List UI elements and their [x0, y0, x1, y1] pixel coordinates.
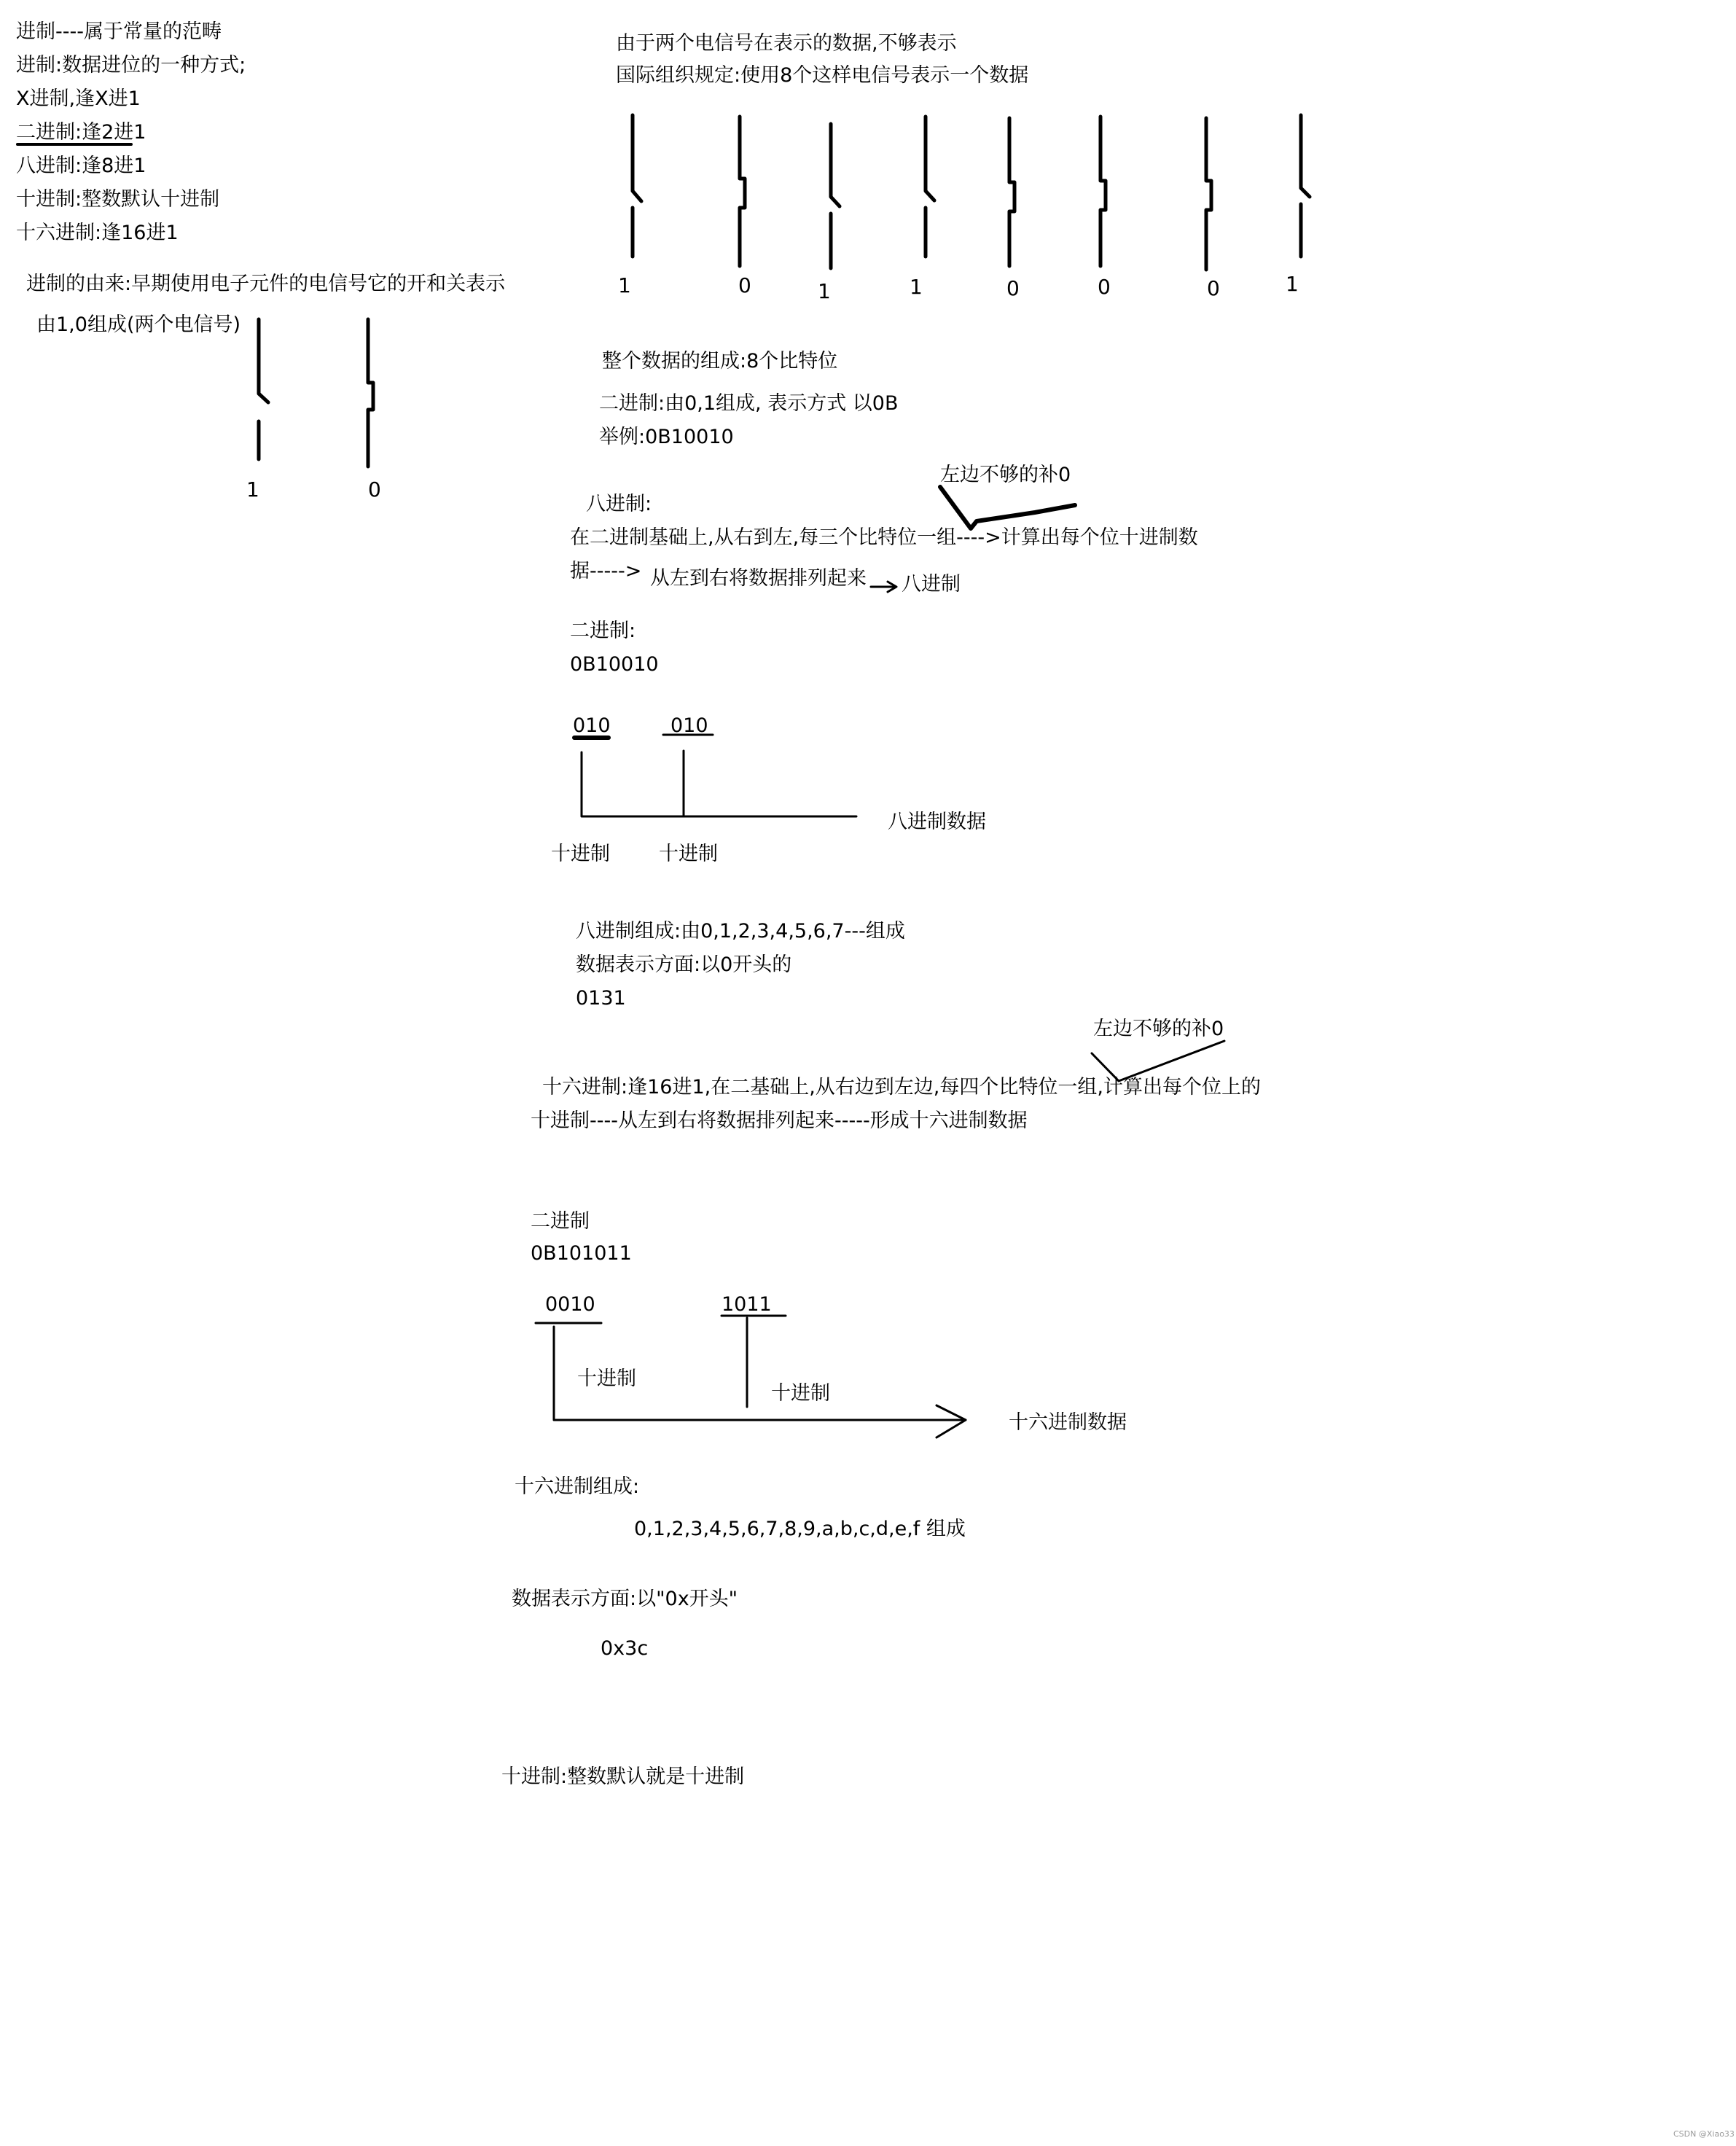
- bit-label: 1: [1286, 272, 1299, 296]
- octal-group-right: 010: [670, 714, 708, 737]
- watermark: CSDN @Xiao33: [1673, 2129, 1735, 2139]
- bytes-line-1: 整个数据的组成:8个比特位: [602, 350, 838, 372]
- bit-label: 0: [1006, 276, 1020, 300]
- origin-line-1: 进制的由来:早期使用电子元件的电信号它的开和关表示: [26, 273, 506, 295]
- hex-composition-label: 十六进制组成:: [515, 1475, 640, 1498]
- bytes-line-2: 二进制:由0,1组成, 表示方式 以0B: [599, 392, 899, 415]
- octal-representation: 数据表示方面:以0开头的: [576, 953, 792, 976]
- octal-heading: 八进制:: [586, 493, 652, 515]
- bit-label: 1: [618, 273, 631, 297]
- signals-line-2: 国际组织规定:使用8个这样电信号表示一个数据: [616, 64, 1029, 87]
- switch-label-1: 1: [246, 477, 259, 502]
- hex-arrow-head: [937, 1405, 966, 1437]
- note-constant-category: 进制----属于常量的范畴: [16, 20, 222, 43]
- octal-rule-line-2a: 据----->: [570, 560, 642, 582]
- octal-pad-note: 左边不够的补0: [940, 464, 1071, 486]
- hex-representation: 数据表示方面:以"0x开头": [512, 1588, 738, 1610]
- note-hex-rule: 十六进制:逢16进1: [16, 222, 179, 244]
- signals-line-1: 由于两个电信号在表示的数据,不够表示: [616, 32, 957, 55]
- octal-group-left: 010: [573, 714, 611, 737]
- hex-binary-value: 0B101011: [531, 1242, 632, 1265]
- octal-composition: 八进制组成:由0,1,2,3,4,5,6,7---组成: [576, 920, 905, 943]
- octal-pad-pointer: [940, 487, 1075, 528]
- octal-rule-line-1: 在二进制基础上,从右到左,每三个比特位一组---->计算出每个位十进制数: [570, 526, 1198, 549]
- hex-rule-line-1: 十六进制:逢16进1,在二基础上,从右边到左边,每四个比特位一组,计算出每个位上的: [542, 1076, 1261, 1099]
- hex-decimal-right: 十进制: [771, 1382, 830, 1405]
- octal-bracket: [582, 752, 856, 816]
- hex-binary-label: 二进制: [531, 1210, 590, 1233]
- octal-result-label: 八进制数据: [888, 811, 986, 833]
- decimal-note: 十进制:整数默认就是十进制: [501, 1765, 745, 1788]
- note-binary-rule: 二进制:逢2进1: [16, 121, 146, 144]
- bit-label: 0: [1098, 275, 1111, 299]
- origin-line-2: 由1,0组成(两个电信号): [36, 313, 241, 336]
- octal-binary-label: 二进制:: [570, 620, 636, 642]
- bit-label: 1: [818, 279, 831, 303]
- bit-label: 0: [738, 273, 751, 297]
- switch-label-0: 0: [368, 477, 381, 502]
- hex-result-label: 十六进制数据: [1009, 1411, 1127, 1434]
- signal-switches: [633, 115, 1310, 270]
- hex-group-left: 0010: [545, 1293, 595, 1316]
- hex-group-right: 1011: [722, 1293, 772, 1316]
- octal-rule-line-2b: 从左到右将数据排列起来: [650, 567, 867, 590]
- bytes-line-3: 举例:0B10010: [599, 426, 734, 448]
- hex-pad-pointer: [1092, 1041, 1224, 1081]
- octal-arrow: [871, 582, 896, 592]
- hex-example: 0x3c: [601, 1637, 649, 1660]
- hex-pad-note: 左边不够的补0: [1093, 1018, 1224, 1040]
- octal-decimal-left: 十进制: [551, 843, 610, 865]
- bit-label: 1: [910, 275, 923, 299]
- octal-decimal-right: 十进制: [659, 843, 718, 865]
- octal-rule-line-2c: 八进制: [902, 573, 961, 596]
- note-definition: 进制:数据进位的一种方式;: [16, 54, 246, 77]
- note-decimal-rule: 十进制:整数默认十进制: [16, 188, 220, 211]
- octal-binary-value: 0B10010: [570, 653, 659, 676]
- note-x-rule: X进制,逢X进1: [16, 87, 141, 110]
- octal-example: 0131: [576, 987, 626, 1010]
- hex-decimal-left: 十进制: [577, 1367, 636, 1390]
- bit-label: 0: [1207, 276, 1220, 300]
- note-octal-rule: 八进制:逢8进1: [16, 155, 146, 177]
- switch-on-1: [259, 319, 268, 459]
- hex-rule-line-2: 十进制----从左到右将数据排列起来-----形成十六进制数据: [531, 1109, 1028, 1132]
- hex-composition: 0,1,2,3,4,5,6,7,8,9,a,b,c,d,e,f 组成: [634, 1518, 966, 1540]
- switch-off-0: [368, 319, 373, 467]
